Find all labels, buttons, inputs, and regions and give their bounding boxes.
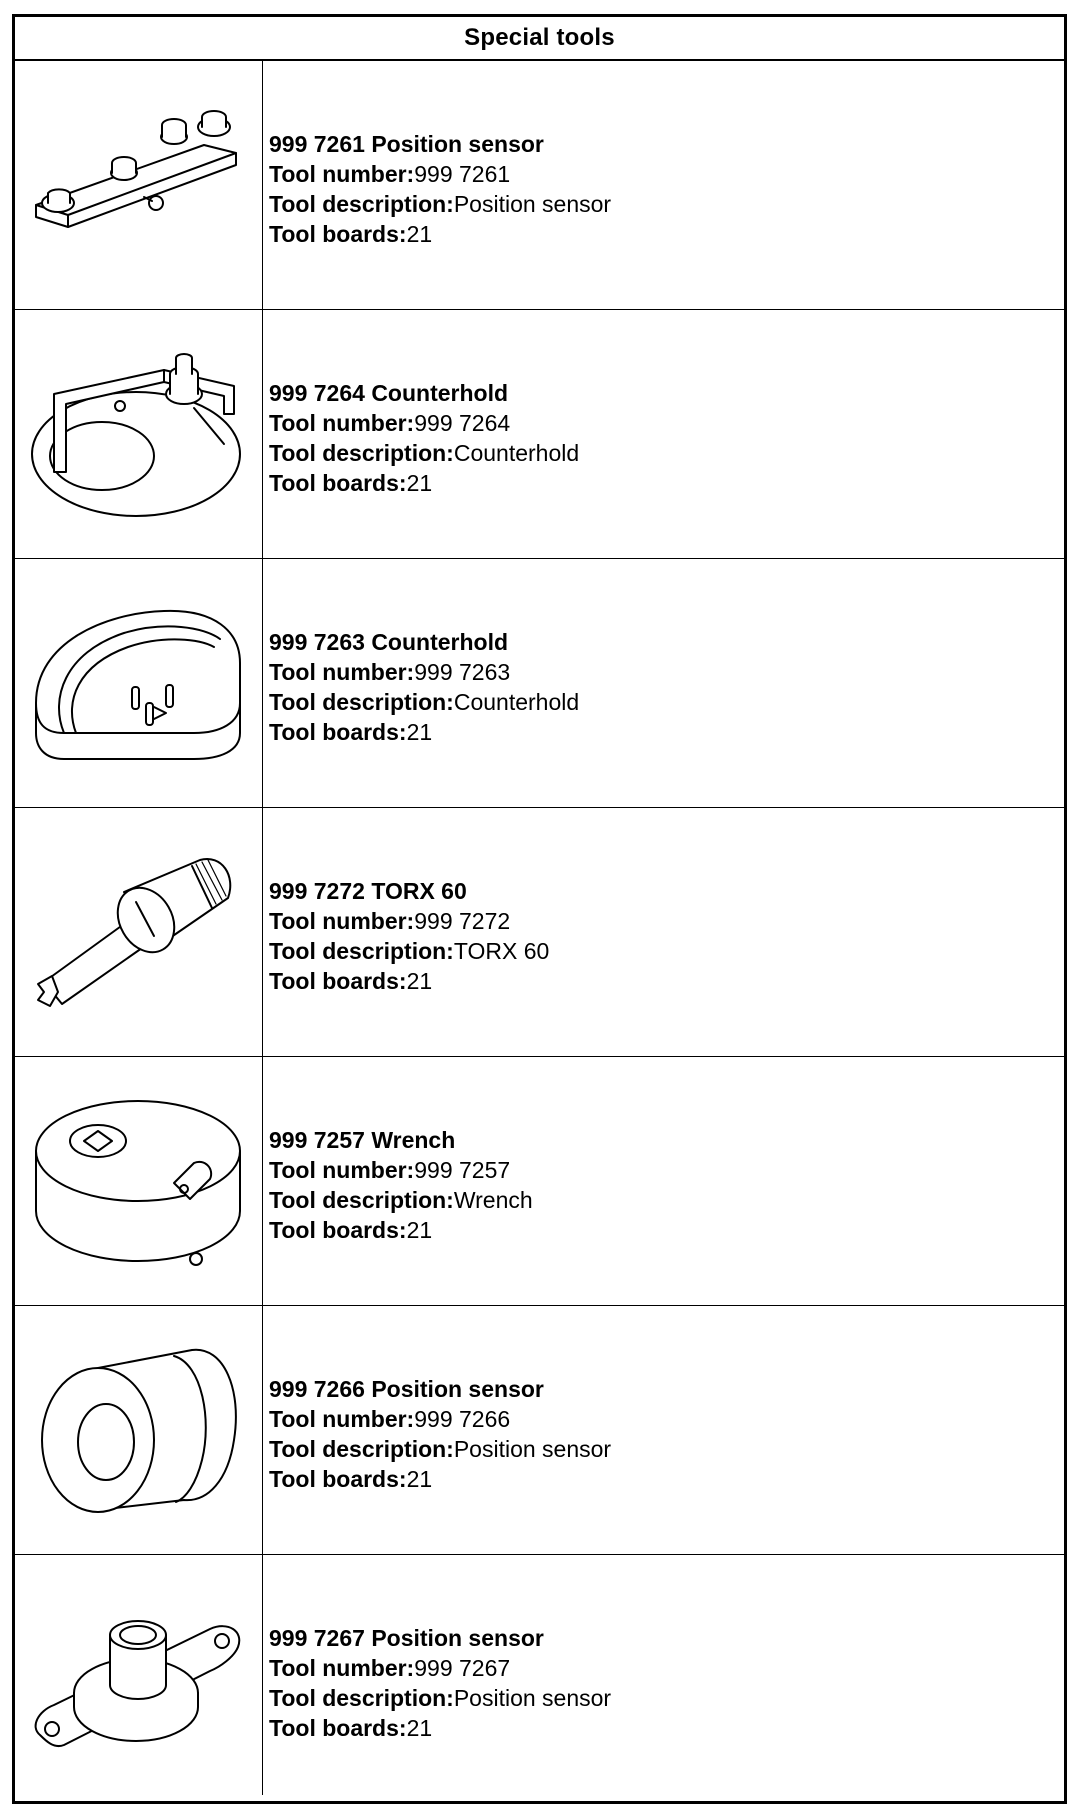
tool-info bbox=[263, 310, 1064, 558]
tool-heading: 999 7263 Counterhold bbox=[269, 629, 509, 655]
tool-boards-value: 21 bbox=[406, 470, 433, 496]
tool-boards-label: Tool boards: bbox=[269, 968, 407, 994]
tool-description-label: Tool description: bbox=[269, 440, 454, 466]
tool-image-cell bbox=[15, 1306, 263, 1554]
tool-description-line bbox=[269, 1434, 1064, 1464]
table-row bbox=[15, 61, 1064, 310]
tool-number-value: 999 7264 bbox=[414, 410, 511, 436]
tool-heading: 999 7257 Wrench bbox=[269, 1127, 456, 1153]
tool-number-value: 999 7263 bbox=[414, 659, 511, 685]
tool-description-value: Counterhold bbox=[453, 689, 580, 715]
tool-image-cell bbox=[15, 1555, 263, 1795]
tool-image-cell bbox=[15, 1057, 263, 1305]
tool-description-line bbox=[269, 1185, 1064, 1215]
tool-boards-line bbox=[269, 1215, 1064, 1245]
tool-number-label: Tool number: bbox=[269, 659, 415, 685]
tool-number-line bbox=[269, 1653, 1064, 1683]
tool-description-line bbox=[269, 438, 1064, 468]
tool-boards-value: 21 bbox=[406, 1217, 433, 1243]
tool-description-value: Position sensor bbox=[453, 191, 612, 217]
tool-info bbox=[263, 61, 1064, 309]
tool-boards-line bbox=[269, 468, 1064, 498]
tool-description-value: Position sensor bbox=[453, 1685, 612, 1711]
counterhold-plate-icon bbox=[24, 583, 254, 783]
tool-boards-line bbox=[269, 219, 1064, 249]
position-sensor-plate-icon bbox=[24, 85, 254, 285]
tool-heading: 999 7266 Position sensor bbox=[269, 1376, 544, 1402]
tool-number-label: Tool number: bbox=[269, 161, 415, 187]
tool-heading: 999 7261 Position sensor bbox=[269, 131, 544, 157]
tool-boards-value: 21 bbox=[406, 1715, 433, 1741]
tool-number-line bbox=[269, 657, 1064, 687]
tool-description-line bbox=[269, 1683, 1064, 1713]
tool-info bbox=[263, 1057, 1064, 1305]
tool-number-value: 999 7266 bbox=[414, 1406, 511, 1432]
tool-boards-line bbox=[269, 1713, 1064, 1743]
tool-number-line bbox=[269, 1155, 1064, 1185]
table-row bbox=[15, 1555, 1064, 1795]
tool-description-label: Tool description: bbox=[269, 1436, 454, 1462]
tool-info bbox=[263, 808, 1064, 1056]
table-row bbox=[15, 559, 1064, 808]
tool-info bbox=[263, 1555, 1064, 1795]
tool-description-label: Tool description: bbox=[269, 1187, 454, 1213]
table-row bbox=[15, 808, 1064, 1057]
tool-number-line bbox=[269, 906, 1064, 936]
tool-description-label: Tool description: bbox=[269, 1685, 454, 1711]
tool-description-value: TORX 60 bbox=[453, 938, 550, 964]
tool-number-value: 999 7261 bbox=[414, 161, 511, 187]
tool-image-cell bbox=[15, 310, 263, 558]
table-row bbox=[15, 1057, 1064, 1306]
tool-number-label: Tool number: bbox=[269, 410, 415, 436]
tool-description-value: Position sensor bbox=[453, 1436, 612, 1462]
counterhold-bracket-icon bbox=[24, 334, 254, 534]
tool-image-cell bbox=[15, 808, 263, 1056]
tool-image-cell bbox=[15, 61, 263, 309]
tool-description-line bbox=[269, 936, 1064, 966]
tool-boards-label: Tool boards: bbox=[269, 1715, 407, 1741]
tool-number-label: Tool number: bbox=[269, 1655, 415, 1681]
tool-boards-label: Tool boards: bbox=[269, 1217, 407, 1243]
torx-socket-icon bbox=[24, 832, 254, 1032]
tool-info bbox=[263, 559, 1064, 807]
tool-number-label: Tool number: bbox=[269, 1406, 415, 1432]
tool-description-label: Tool description: bbox=[269, 191, 454, 217]
tool-number-line bbox=[269, 1404, 1064, 1434]
tool-rows bbox=[15, 61, 1064, 1795]
tool-boards-line bbox=[269, 1464, 1064, 1494]
tool-heading: 999 7264 Counterhold bbox=[269, 380, 509, 406]
tool-description-value: Counterhold bbox=[453, 440, 580, 466]
tool-number-label: Tool number: bbox=[269, 908, 415, 934]
tool-number-label: Tool number: bbox=[269, 1157, 415, 1183]
tool-boards-value: 21 bbox=[406, 221, 433, 247]
table-row bbox=[15, 1306, 1064, 1555]
tool-boards-value: 21 bbox=[406, 968, 433, 994]
tool-description-label: Tool description: bbox=[269, 938, 454, 964]
tool-number-value: 999 7272 bbox=[414, 908, 511, 934]
table-row bbox=[15, 310, 1064, 559]
tool-boards-value: 21 bbox=[406, 719, 433, 745]
tool-description-value: Wrench bbox=[453, 1187, 533, 1213]
tool-boards-label: Tool boards: bbox=[269, 719, 407, 745]
tool-description-line bbox=[269, 189, 1064, 219]
tool-boards-value: 21 bbox=[406, 1466, 433, 1492]
tool-boards-label: Tool boards: bbox=[269, 221, 407, 247]
tool-description-label: Tool description: bbox=[269, 689, 454, 715]
tool-description-line bbox=[269, 687, 1064, 717]
tool-heading: 999 7267 Position sensor bbox=[269, 1625, 544, 1651]
tool-number-value: 999 7267 bbox=[414, 1655, 511, 1681]
tool-info bbox=[263, 1306, 1064, 1554]
position-sensor-flange-icon bbox=[24, 1575, 254, 1775]
tool-heading: 999 7272 TORX 60 bbox=[269, 878, 467, 904]
tool-number-line bbox=[269, 408, 1064, 438]
position-sensor-cylinder-icon bbox=[24, 1330, 254, 1530]
special-tools-table bbox=[12, 14, 1067, 1804]
tool-boards-line bbox=[269, 717, 1064, 747]
wrench-cup-icon bbox=[24, 1081, 254, 1281]
tool-boards-label: Tool boards: bbox=[269, 1466, 407, 1492]
tool-boards-label: Tool boards: bbox=[269, 470, 407, 496]
tool-boards-line bbox=[269, 966, 1064, 996]
tool-image-cell bbox=[15, 559, 263, 807]
table-title: Special tools bbox=[15, 17, 1064, 61]
tool-number-line bbox=[269, 159, 1064, 189]
tool-number-value: 999 7257 bbox=[414, 1157, 511, 1183]
